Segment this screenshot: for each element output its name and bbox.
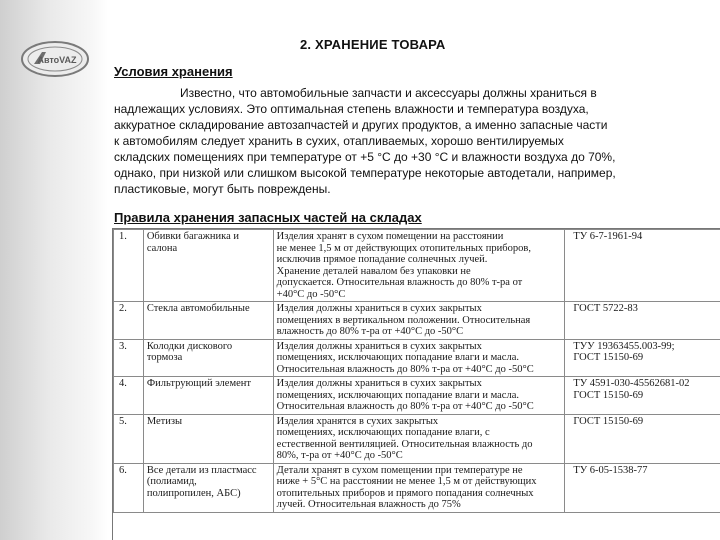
- text-line: Известно, что автомобильные запчасти и аксессуары должны храниться в: [180, 86, 597, 100]
- cell-desc: [273, 414, 565, 463]
- name-line: салона: [146, 242, 178, 254]
- table-row: [114, 414, 720, 463]
- cell-name: [143, 339, 273, 377]
- company-logo: [20, 40, 90, 78]
- std-line: ГОСТ 15150-69: [573, 352, 644, 363]
- name-line: Все детали из пластмасс: [146, 464, 257, 476]
- cell-name: [143, 230, 273, 302]
- name-line: Метизы: [146, 415, 183, 427]
- cell-std: [565, 414, 720, 463]
- cell-desc: [273, 230, 565, 302]
- desc-line: Изделия хранят в сухом помещении на расстоянии: [276, 231, 504, 242]
- storage-rules-table-container: [112, 228, 720, 540]
- text-line: к автомобилям следует хранить в сухих, отапливаемых, хорошо вентилируемых: [114, 134, 564, 148]
- cell-num: 5.: [114, 414, 144, 463]
- cell-std: [565, 463, 720, 512]
- table-row: [114, 339, 720, 377]
- text-line: складских помещениях при температуре от +5 °С до +30 °С и влажности воздуха до 70%,: [114, 150, 616, 164]
- cell-std: [565, 302, 720, 340]
- storage-conditions-text: [114, 85, 720, 197]
- name-line: тормоза: [146, 352, 183, 363]
- cell-num: 2.: [114, 302, 144, 340]
- name-line: Обивки багажника и: [146, 231, 239, 242]
- desc-line: исключив прямое попадание солнечных лучей.: [276, 254, 488, 265]
- desc-line: 80%, т-ра от +40°С до -50°С: [276, 450, 403, 461]
- storage-conditions-heading: Условия хранения: [114, 64, 233, 79]
- text-line: пластиковые, могут быть повреждены.: [114, 182, 331, 196]
- cell-std: [565, 377, 720, 415]
- desc-line: +40°С до -50°С: [276, 288, 346, 300]
- desc-line: помещениях, исключающих попадание влаги и масла.: [276, 389, 519, 401]
- cell-num: 1.: [114, 230, 144, 302]
- slide-title: 2. ХРАНЕНИЕ ТОВАРА: [300, 37, 446, 52]
- desc-line: Изделия должны храниться в сухих закрытых: [276, 378, 482, 389]
- cell-name: [143, 414, 273, 463]
- cell-num: 3.: [114, 339, 144, 377]
- cell-desc: [273, 377, 565, 415]
- std-line: ГОСТ 15150-69: [573, 415, 644, 427]
- desc-line: Относительная влажность до 80% т-ра от +40°С до -50°С: [276, 401, 534, 412]
- desc-line: влажность до 80% т-ра от +40°С до -50°С: [276, 326, 464, 337]
- std-line: ТУУ 19363455.003-99;: [573, 340, 675, 352]
- desc-line: Изделия хранятся в сухих закрытых: [276, 415, 439, 427]
- name-line: Фильтрующий элемент: [146, 378, 251, 389]
- desc-line: лучей. Относительная влажность до 75%: [276, 499, 461, 510]
- cell-std: [565, 339, 720, 377]
- cell-num: 6.: [114, 463, 144, 512]
- std-line: ТУ 4591-030-45562681-02: [573, 378, 690, 389]
- name-line: Стекла автомобильные: [146, 303, 250, 314]
- desc-line: Изделия должны храниться в сухих закрытых: [276, 340, 482, 352]
- desc-line: естественной вентиляцией. Относительная влажность до: [276, 438, 533, 450]
- std-line: ГОСТ 15150-69: [573, 389, 644, 401]
- desc-line: ниже + 5°С на расстоянии не менее 1,5 м от действующих: [276, 476, 537, 487]
- cell-desc: [273, 339, 565, 377]
- desc-line: Относительная влажность до 80% т-ра от +40°С до -50°С: [276, 363, 534, 375]
- std-line: ТУ 6-05-1538-77: [573, 464, 648, 476]
- std-line: ГОСТ 5722-83: [573, 303, 638, 314]
- text-line: надлежащих условиях. Это оптимальная степень влажности и температура воздуха,: [114, 102, 589, 116]
- table-row: [114, 463, 720, 512]
- desc-line: отопительных приборов и прямого попадания солнечных: [276, 487, 534, 499]
- table-row: [114, 377, 720, 415]
- desc-line: допускается. Относительная влажность до 80% т-ра от: [276, 277, 523, 288]
- storage-rules-table-body: [114, 230, 720, 513]
- table-row: [114, 302, 720, 340]
- table-row: [114, 230, 720, 302]
- warehouse-rules-heading: Правила хранения запасных частей на складах: [114, 210, 422, 225]
- desc-line: Изделия должны храниться в сухих закрытых: [276, 303, 482, 314]
- name-line: (полиамид,: [146, 476, 197, 487]
- desc-line: Детали хранят в сухом помещении при температуре не: [276, 464, 523, 476]
- cell-std: [565, 230, 720, 302]
- logo-text: AвтоVAZ: [37, 55, 77, 65]
- desc-line: помещениях в вертикальном положении. Относительная: [276, 314, 531, 326]
- cell-desc: [273, 302, 565, 340]
- name-line: полипропилен, АБС): [146, 487, 241, 499]
- storage-rules-table: [113, 229, 720, 513]
- text-line: однако, при низкой или слишком высокой температуре некоторые автодетали, например,: [114, 166, 616, 180]
- cell-num: 4.: [114, 377, 144, 415]
- cell-name: [143, 463, 273, 512]
- std-line: ТУ 6-7-1961-94: [573, 231, 643, 242]
- desc-line: Хранение деталей навалом без упаковки не: [276, 265, 471, 277]
- desc-line: помещениях, исключающих попадание влаги, с: [276, 427, 490, 438]
- cell-name: [143, 377, 273, 415]
- desc-line: помещениях, исключающих попадание влаги и масла.: [276, 352, 519, 363]
- cell-desc: [273, 463, 565, 512]
- desc-line: не менее 1,5 м от действующих отопительных приборов,: [276, 242, 531, 254]
- text-line: аккуратное складирование автозапчастей и других продуктов, а именно запасные части: [114, 118, 608, 132]
- name-line: Колодки дискового: [146, 340, 233, 352]
- left-decorative-band: [0, 0, 108, 540]
- cell-name: [143, 302, 273, 340]
